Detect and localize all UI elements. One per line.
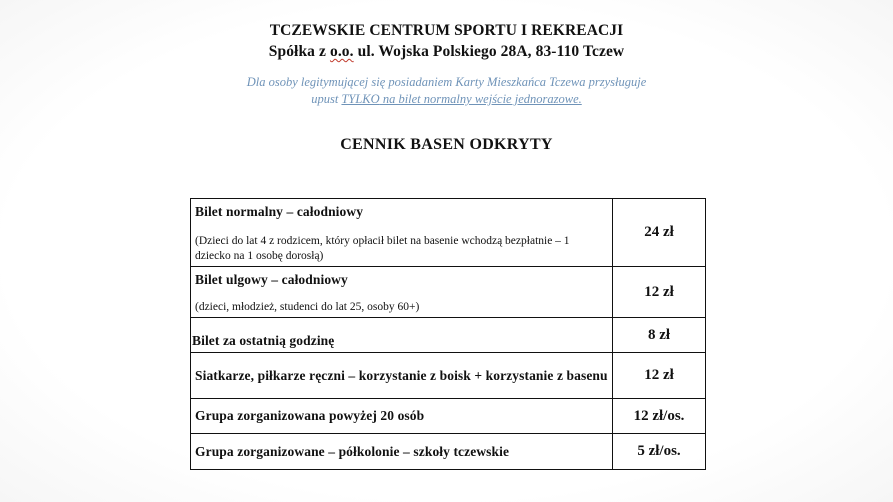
- discount-note-line-1: Dla osoby legitymującej się posiadaniem Karty Mieszkańca Tczewa przysługuje: [246, 75, 647, 89]
- ticket-label: Grupa zorganizowane – półkolonie – szkoły tczewskie: [195, 443, 510, 459]
- price-row: [191, 199, 706, 267]
- discount-note-line-2: [0, 91, 893, 108]
- price-row: [191, 353, 706, 399]
- ticket-price: 12 zł: [613, 267, 706, 318]
- discount-note-emphasis: TYLKO: [341, 92, 380, 106]
- discount-note-suffix: na bilet normalny wejście jednorazowe.: [379, 92, 582, 106]
- ticket-note: (Dzieci do lat 4 z rodzicem, który opłacił bilet na basenie wchodzą bezpłatnie – 1 dziecko na 1 osobę dorosłą): [195, 235, 570, 262]
- company-address-abbrev: o.o.: [329, 43, 354, 60]
- ticket-label: Bilet normalny – całodniowy: [195, 204, 364, 219]
- price-row-description: [191, 267, 613, 318]
- price-row-description: [191, 353, 613, 399]
- price-row-description: [191, 399, 613, 434]
- company-address-street: ul. Wojska Polskiego 28A, 83-110 Tczew: [353, 43, 625, 60]
- ticket-price: 5 zł/os.: [613, 434, 706, 470]
- ticket-label: Siatkarze, piłkarze ręczni – korzystanie z boisk + korzystanie z basenu: [195, 367, 608, 383]
- ticket-note: (dzieci, młodzież, studenci do lat 25, osoby 60+): [195, 301, 420, 313]
- discount-note-prefix: upust: [311, 92, 342, 106]
- price-row: [191, 399, 706, 434]
- price-row: [191, 318, 706, 353]
- ticket-label: Bilet ulgowy – całodniowy: [195, 272, 348, 287]
- ticket-price: 12 zł/os.: [613, 399, 706, 434]
- ticket-label: Bilet za ostatnią godzinę: [192, 333, 335, 348]
- ticket-price: 12 zł: [613, 353, 706, 399]
- company-address-part: Spółka z: [268, 43, 330, 60]
- price-row-description: [191, 434, 613, 470]
- ticket-label: Grupa zorganizowana powyżej 20 osób: [195, 408, 425, 423]
- price-row-description: [191, 199, 613, 267]
- price-row-description: [191, 318, 613, 353]
- price-row: [191, 267, 706, 318]
- ticket-price: 8 zł: [613, 318, 706, 353]
- company-address: [0, 41, 893, 62]
- company-header: [0, 20, 893, 62]
- price-row: [191, 434, 706, 470]
- discount-note: [0, 74, 893, 108]
- ticket-price: 24 zł: [613, 199, 706, 267]
- company-name: TCZEWSKIE CENTRUM SPORTU I REKREACJI: [269, 22, 624, 39]
- price-table: [190, 198, 706, 470]
- price-list-title: CENNIK BASEN ODKRYTY: [340, 136, 553, 153]
